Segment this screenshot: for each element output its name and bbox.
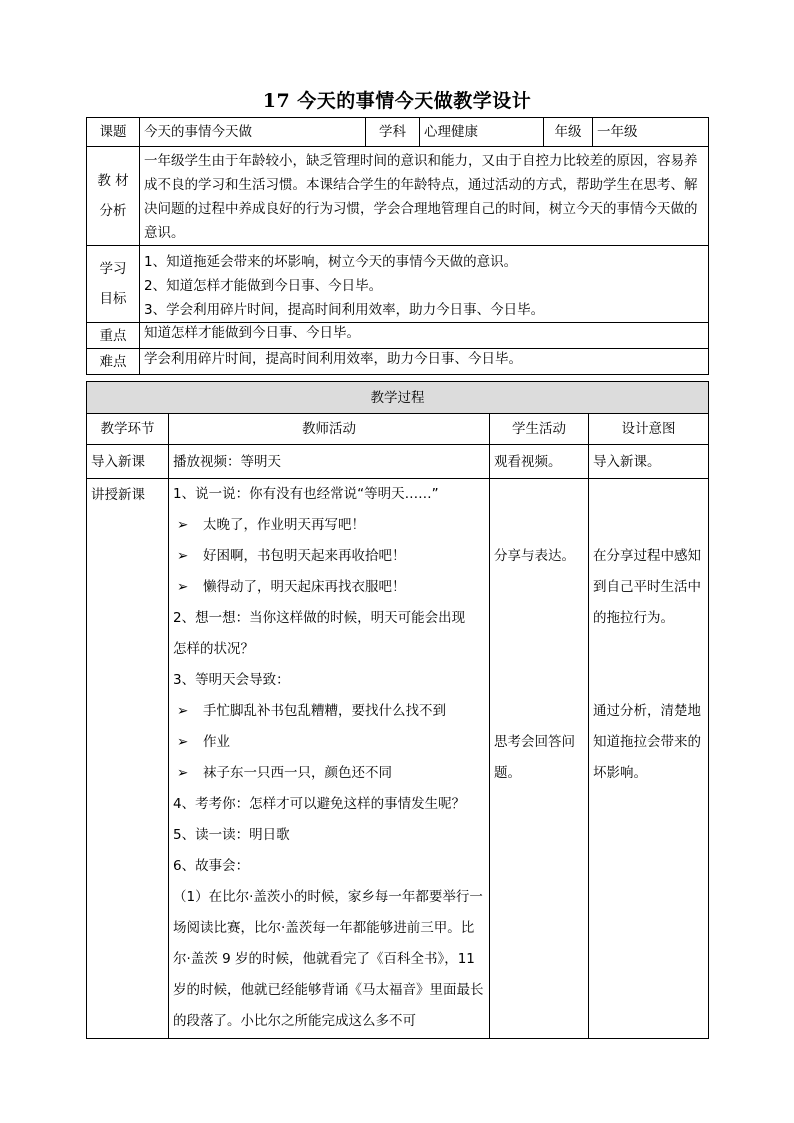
difficulty-label: 难点 (87, 349, 140, 375)
analysis-label-line2: 分析 (99, 203, 127, 219)
key-text: 知道怎样才能做到今日事、今日毕。 (140, 323, 709, 349)
goals-row (87, 246, 709, 323)
grade-value: 一年级 (593, 118, 709, 147)
bullet-text: 好困啊，书包明天起来再收拾吧！ (203, 548, 406, 564)
intent-text-2: 通过分析，清楚地知道拖拉会带来的坏影响。 (593, 703, 701, 781)
student-activity-1: 分享与表达。 (494, 548, 575, 564)
analysis-label-line1: 教 材 (97, 173, 129, 189)
teacher-line: 1、说一说：你有没有也经常说“等明天……” (173, 486, 439, 502)
analysis-text: 一年级学生由于年龄较小，缺乏管理时间的意识和能力，又由于自控力比较差的原因，容易养成不良的学习和生活习惯。本课结合学生的年龄特点，通过活动的方式，帮助学生在思考、解决问题的过程中养成良好的行为习惯，学会合理地管理自己的时间，树立今天的事情今天做的意识。 (140, 147, 709, 246)
col-student: 学生活动 (490, 414, 589, 445)
goals-list (140, 246, 709, 323)
course-label: 课题 (87, 118, 140, 147)
bullet-icon: ➢ (177, 579, 189, 595)
bullet-text: 太晚了，作业明天再写吧！ (203, 517, 365, 533)
analysis-row (87, 147, 709, 246)
intro-row (87, 445, 709, 479)
teacher-line: 4、考考你：怎样才可以避免这样的事情发生呢？ (173, 796, 466, 812)
course-row (87, 118, 709, 147)
bullet-line (173, 727, 485, 758)
bullet-line (173, 572, 485, 603)
lecture-intent (589, 479, 709, 1039)
bullet-text: 袜子东一只西一只，颜色还不同 (203, 765, 392, 781)
course-value: 今天的事情今天做 (140, 118, 366, 147)
difficulty-row (87, 349, 709, 375)
teacher-line: 怎样的状况？ (173, 641, 254, 657)
subject-value: 心理健康 (420, 118, 544, 147)
student-activity-2: 思考会回答问题。 (494, 734, 575, 781)
bullet-text: 手忙脚乱补书包乱糟糟，要找什么找不到 (203, 703, 446, 719)
grade-label: 年级 (544, 118, 593, 147)
bullet-icon: ➢ (177, 734, 189, 750)
goal-item: 3、学会利用碎片时间，提高时间利用效率，助力今日事、今日毕。 (144, 302, 545, 318)
lecture-row (87, 479, 709, 1039)
goals-label-line1: 学习 (99, 261, 127, 277)
bullet-text: 作业 (203, 734, 230, 750)
goal-item: 2、知道怎样才能做到今日事、今日毕。 (144, 278, 383, 294)
intro-teacher: 播放视频：等明天 (169, 445, 490, 479)
lesson-info-table (86, 117, 709, 375)
page-title: 17 今天的事情今天做教学设计 (262, 90, 532, 112)
subject-label: 学科 (366, 118, 420, 147)
col-stage: 教学环节 (87, 414, 169, 445)
bullet-line (173, 758, 485, 789)
teacher-line: 2、想一想：当你这样做的时候，明天可能会出现 (173, 610, 466, 626)
bullet-line (173, 541, 485, 572)
goal-item: 1、知道拖延会带来的坏影响，树立今天的事情今天做的意识。 (144, 254, 518, 270)
bullet-icon: ➢ (177, 765, 189, 781)
bullet-icon: ➢ (177, 703, 189, 719)
bullet-icon: ➢ (177, 548, 189, 564)
col-teacher: 教师活动 (169, 414, 490, 445)
process-columns-row (87, 414, 709, 445)
process-header: 教学过程 (87, 382, 709, 414)
bullet-icon: ➢ (177, 517, 189, 533)
process-header-row (87, 382, 709, 414)
story-paragraph: （1）在比尔·盖茨小的时候，家乡每一年都要举行一场阅读比赛，比尔·盖茨每一年都能够进前三甲。比尔·盖茨 9 岁的时候，他就看完了《百科全书》，11 岁的时候，他就已经能够背诵《马太福音》里面最长的段落了。小比尔之所能完成这么多不可 (173, 889, 484, 1029)
teacher-line: 3、等明天会导致： (173, 672, 290, 688)
teacher-line: 6、故事会： (173, 858, 250, 874)
intro-intent: 导入新课。 (589, 445, 709, 479)
teacher-line: 5、读一读：明日歌 (173, 827, 290, 843)
lecture-stage: 讲授新课 (87, 479, 169, 1039)
difficulty-text: 学会利用碎片时间，提高时间利用效率，助力今日事、今日毕。 (140, 349, 709, 375)
analysis-label (87, 147, 140, 246)
goals-label-line2: 目标 (99, 291, 127, 307)
col-intent: 设计意图 (589, 414, 709, 445)
intro-student: 观看视频。 (490, 445, 589, 479)
lecture-student (490, 479, 589, 1039)
goals-label (87, 246, 140, 323)
key-label: 重点 (87, 323, 140, 349)
teaching-process-table (86, 381, 709, 1039)
bullet-line (173, 696, 485, 727)
key-row (87, 323, 709, 349)
bullet-text: 懒得动了，明天起床再找衣服吧！ (203, 579, 406, 595)
intent-text-1: 在分享过程中感知到自己平时生活中的拖拉行为。 (593, 548, 701, 626)
lecture-teacher (169, 479, 490, 1039)
intro-stage: 导入新课 (87, 445, 169, 479)
bullet-line (173, 510, 485, 541)
